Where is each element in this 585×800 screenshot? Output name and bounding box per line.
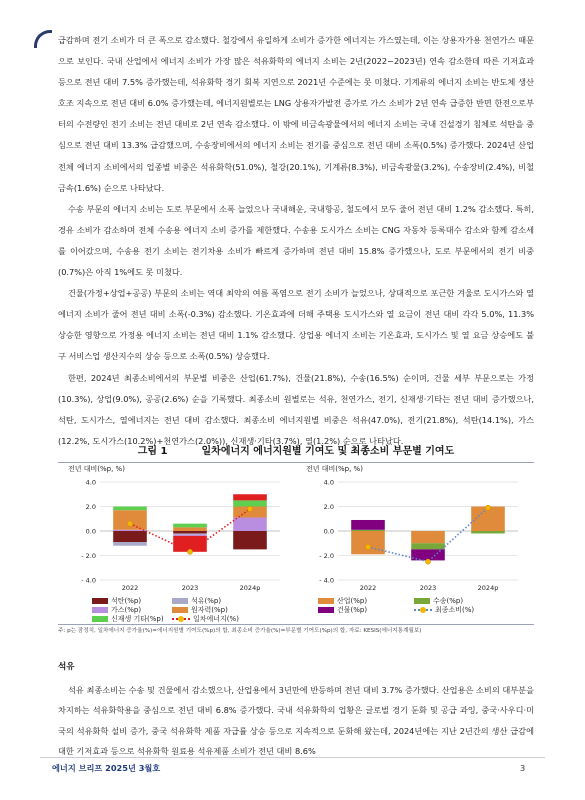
figure-title bbox=[58, 438, 534, 460]
right-x-tick-label: 2024p bbox=[477, 584, 499, 592]
right-legend-label: 건물(%p) bbox=[337, 606, 368, 614]
left-y-axis-label: 전년 대비(%p, %) bbox=[68, 465, 125, 473]
right-legend-swatch bbox=[318, 607, 334, 613]
right-bar-segment bbox=[471, 531, 505, 533]
right-legend-item bbox=[414, 605, 474, 615]
right-y-tick-label: - 2.0 bbox=[319, 552, 334, 560]
left-legend-label: 신재생 기타(%p) bbox=[111, 615, 164, 623]
left-bar-segment bbox=[173, 527, 207, 531]
left-x-tick-label: 2024p bbox=[239, 584, 261, 592]
left-legend-swatch bbox=[172, 616, 190, 622]
left-legend-label: 가스(%p) bbox=[111, 606, 142, 614]
left-bar-segment bbox=[173, 524, 207, 528]
right-x-tick-label: 2022 bbox=[359, 584, 377, 592]
right-legend-item bbox=[318, 605, 367, 615]
right-total-point bbox=[485, 505, 490, 510]
final-consumption-chart-svg bbox=[296, 462, 536, 594]
left-legend-swatch bbox=[172, 598, 188, 604]
left-bar-segment bbox=[113, 531, 147, 542]
right-bar-segment bbox=[351, 531, 385, 554]
paragraph-share: 한편, 2024년 최종소비에서의 부문별 비중은 산업(61.7%), 건물(21.8%), 수송(16.5%) 순이며, 건물 세부 부문으로는 가정(10.3%), 상업(9.0%), 공공(2.6%) 순을 기록했다. 최종소비 원별로는 석유, 천연가스, 전기, 신재생·기타는 전년 대비 증가했으나, 석탄, 도시가스, 열에너지는 전년 대비 감소했다. 최종소비 에너지원별 비중은 석유(47.0%), 전기(21.8%), 석탄(14.1%), 가스(12.2%, 도시가스(10.2%)+천연가스(2.0%)), 신재생·기타(3.7%), 열(1.2%) 순으로 나타났다. bbox=[58, 372, 534, 446]
right-bar-segment bbox=[351, 520, 385, 530]
left-legend-swatch bbox=[92, 616, 108, 622]
right-y-tick-label: - 4.0 bbox=[319, 576, 334, 585]
right-x-tick-label: 2023 bbox=[419, 584, 437, 592]
left-total-point bbox=[187, 549, 192, 554]
left-legend-label: 석유(%p) bbox=[191, 597, 222, 605]
left-y-tick-label: 2.0 bbox=[85, 503, 96, 511]
figure-divider-bottom bbox=[58, 624, 534, 625]
footer-divider bbox=[40, 757, 545, 758]
left-y-tick-label: - 4.0 bbox=[81, 576, 96, 585]
final-consumption-chart bbox=[296, 462, 536, 594]
paragraph-petroleum: 석유 최종소비는 수송 및 건물에서 감소했으나, 산업용에서 3년만에 반등하며 전년 대비 3.7% 증가했다. 산업용은 소비의 대부분을 차지하는 석유화학용을 중심으로 전년 대비 6.8% 증가했다. 국내 석유화학의 업황은 글로벌 경기 둔화 및 공급 과잉, 중국·사우디·미국의 석유화학 설비 증가, 중국 석유화학 제품 자급률 상승 등으로 지속적으로 둔화해 왔는데, 2024년에는 지난 2년간의 생산 급감에 대한 기저효과 등으로 석유화학 원료용 석유제품 소비가 전년 대비 8.6% bbox=[58, 685, 534, 757]
figure-caption: 일차에너지 에너지원별 기여도 및 최종소비 부문별 기여도 bbox=[201, 445, 455, 457]
page-corner-decoration bbox=[34, 30, 52, 48]
body-text bbox=[58, 30, 534, 452]
primary-energy-chart-svg bbox=[58, 462, 298, 594]
right-legend-swatch bbox=[414, 598, 430, 604]
left-bar-segment bbox=[113, 507, 147, 511]
right-legend-swatch bbox=[414, 607, 432, 613]
right-legend-label: 최종소비(%) bbox=[435, 606, 475, 614]
left-total-point bbox=[127, 521, 132, 526]
right-legend-swatch bbox=[318, 598, 334, 604]
left-legend-label: 일차에너지(%) bbox=[193, 615, 239, 623]
right-y-tick-label: 2.0 bbox=[323, 503, 334, 511]
left-x-tick-label: 2023 bbox=[181, 584, 199, 592]
left-bar-segment bbox=[233, 518, 267, 531]
left-bar-segment bbox=[233, 494, 267, 500]
right-bar-segment bbox=[411, 543, 445, 549]
paragraph-industry: 급감하며 전기 소비가 더 큰 폭으로 감소했다. 철강에서 유일하게 소비가 증가한 에너지는 가스였는데, 이는 상용자가용 천연가스 때문으로 보인다. 국내 산업에서 에너지 소비가 가장 많은 석유화학의 에너지 소비는 2년(2022~2023년) 연속 감소한데 따른 기저효과 등으로 전년 대비 7.5% 증가했는데, 석유화학 경기 회복 지연으로 2021년 수준에는 못 미쳤다. 기계류의 에너지 소비는 반도체 생산 호조 지속으로 전년 대비 6.0% 증가했는데, 에너지원별로는 LNG 상용자가발전 증가로 가스 소비가 2년 연속 급증한 반면 한전으로부터의 수전량인 전기 소비는 전년 대비로 2년 연속 감소했다. 이 밖에 비금속광물에서의 에너지 소비는 국내 건설경기 침체로 석탄을 중심으로 전년 대비 13.3% 급감했으며, 수송장비에서의 에너지 소비는 전기를 중심으로 전년 대비 소폭(0.5%) 증가했다. 2024년 산업 전체 에너지 소비에서의 업종별 비중은 석유화학(51.0%), 철강(20.1%), 기계류(8.3%), 비금속광물(3.2%), 수송장비(2.4%), 비철금속(1.6%) 순으로 나타났다. bbox=[58, 35, 534, 193]
left-legend-label: 원자력(%p) bbox=[191, 606, 228, 614]
left-x-tick-label: 2022 bbox=[121, 584, 139, 592]
left-bar-segment bbox=[113, 530, 147, 531]
left-legend-swatch bbox=[92, 598, 108, 604]
left-y-tick-label: 4.0 bbox=[85, 478, 96, 487]
left-legend-swatch bbox=[172, 607, 188, 613]
right-total-point bbox=[425, 559, 430, 564]
right-bar-segment bbox=[351, 530, 385, 531]
left-bar-segment bbox=[113, 510, 147, 530]
right-y-axis-label: 전년 대비(%p, %) bbox=[306, 465, 363, 473]
left-bar-segment bbox=[233, 500, 267, 506]
left-total-point bbox=[247, 506, 252, 511]
left-bar-segment bbox=[173, 531, 207, 533]
figure-note: 주: p는 잠정치, 일차에너지 증가율(%)=에너지원별 기여도(%p)의 합, 최종소비 증가율(%)=부문별 기여도(%p)의 합, 자료: KESIS(에너지통계월보) bbox=[58, 628, 422, 634]
page-number: 3 bbox=[520, 763, 526, 773]
figure-number: 그림 1 bbox=[137, 445, 168, 457]
left-legend-item bbox=[172, 614, 239, 624]
right-bar-segment bbox=[411, 531, 445, 543]
left-y-tick-label: - 2.0 bbox=[81, 552, 96, 560]
section-body bbox=[58, 680, 534, 762]
right-y-tick-label: 4.0 bbox=[323, 478, 334, 487]
right-total-point bbox=[365, 544, 370, 549]
left-legend-item bbox=[92, 614, 164, 624]
section-heading: 석유 bbox=[58, 662, 75, 672]
left-bar-segment bbox=[113, 542, 147, 546]
publication-name: 에너지 브리프 2025년 3월호 bbox=[52, 763, 161, 773]
left-y-tick-label: 0.0 bbox=[85, 527, 96, 536]
left-bar-segment bbox=[173, 535, 207, 536]
left-bar-segment bbox=[233, 531, 267, 549]
right-legend-label: 수송(%p) bbox=[433, 597, 464, 605]
left-legend-swatch bbox=[92, 607, 108, 613]
primary-energy-chart bbox=[58, 462, 298, 594]
left-bar-segment bbox=[173, 533, 207, 534]
right-y-tick-label: 0.0 bbox=[323, 527, 334, 536]
right-legend-label: 산업(%p) bbox=[337, 597, 368, 605]
paragraph-building: 건물(가정+상업+공공) 부문의 소비는 역대 최악의 여름 폭염으로 전기 소비가 늘었으나, 상대적으로 포근한 겨울로 도시가스와 열에너지 소비가 줄어 전년 대비 소폭(-0.3%) 감소했다. 기온효과에 더해 주택용 도시가스와 열 요금이 전년 대비 각각 5.0%, 11.3% 상승한 영향으로 가정용 에너지 소비는 전년 대비 1.1% 감소했다. 상업용 에너지 소비는 기온효과, 도시가스 및 열 요금 상승에도 불구 서비스업 생산지수의 상승 등으로 소폭(0.5%) 상승했다. bbox=[58, 288, 534, 362]
paragraph-transport: 수송 부문의 에너지 소비는 도로 부문에서 소폭 늘었으나 국내해운, 국내항공, 철도에서 모두 줄어 전년 대비 1.2% 감소했다. 특히, 경유 소비가 감소하며 전체 수송용 에너지 소비 증가를 제한했다. 수송용 도시가스 소비는 CNG 자동차 등록대수 감소와 함께 감소세를 이어갔으며, 수송용 전기 소비는 전기차용 소비가 빠르게 증가하며 전년 대비 15.8% 증가했으나, 도로 부문에서의 전기 비중(0.7%)은 아직 1%에도 못 미쳤다. bbox=[58, 203, 534, 278]
left-legend-label: 석탄(%p) bbox=[111, 597, 142, 605]
